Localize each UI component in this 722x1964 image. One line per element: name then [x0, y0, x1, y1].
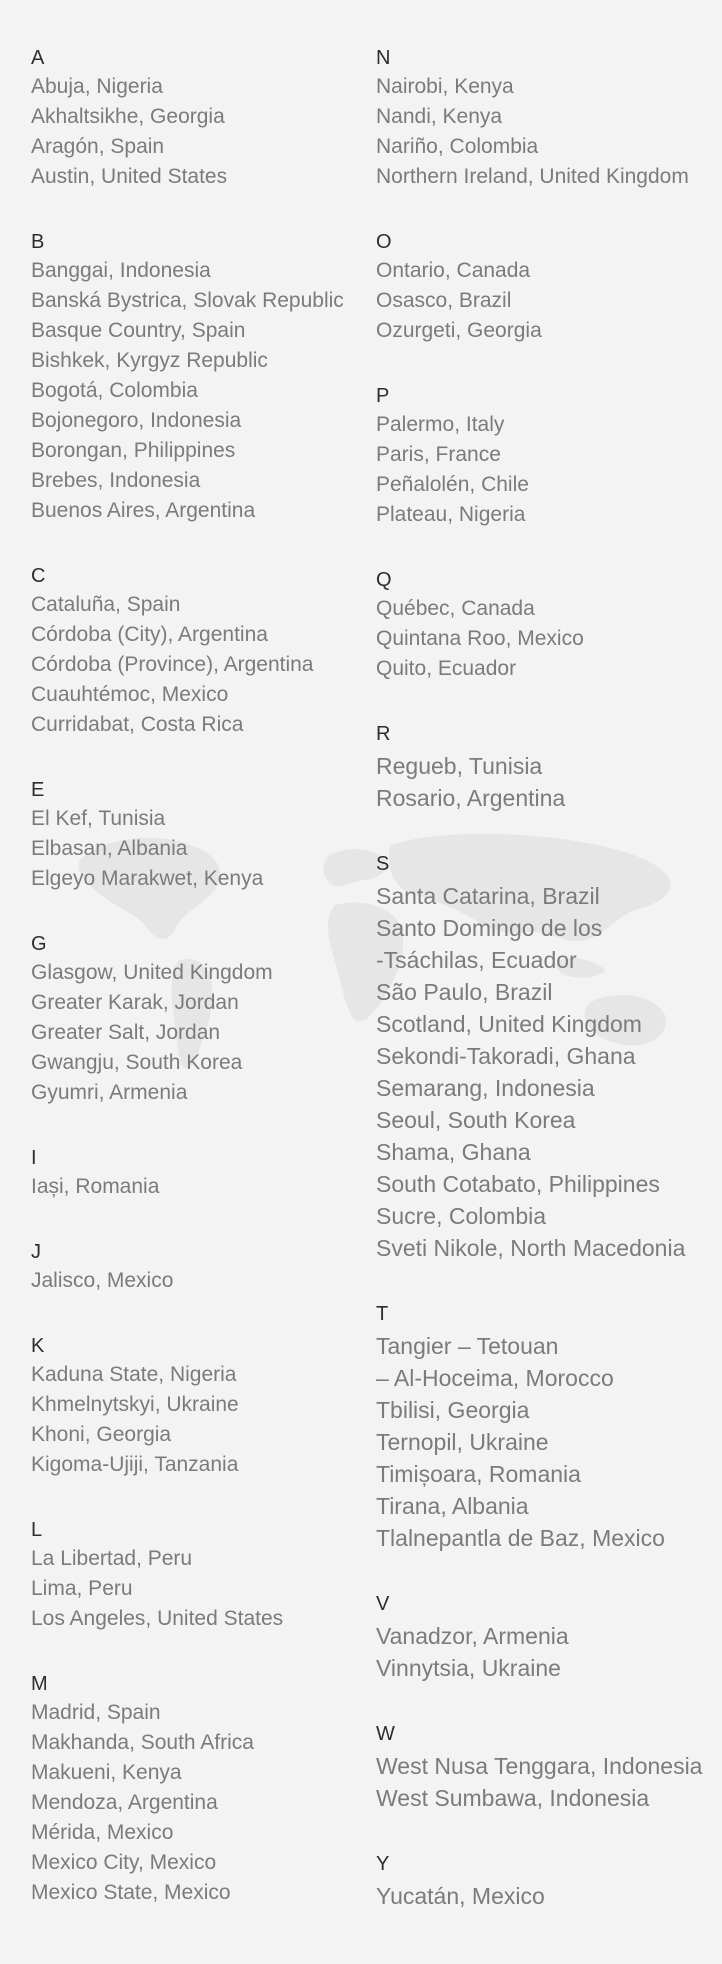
location-item: Osasco, Brazil: [376, 289, 512, 312]
location-item: Borongan, Philippines: [31, 439, 236, 462]
location-item: Ozurgeti, Georgia: [376, 319, 542, 342]
letter-heading: O: [376, 231, 392, 253]
letter-heading: E: [31, 779, 45, 801]
location-item: Nandi, Kenya: [376, 105, 503, 128]
location-item: Banggai, Indonesia: [31, 259, 211, 282]
location-item: Timișoara, Romania: [376, 1461, 581, 1487]
letter-group-g: [31, 930, 361, 1108]
location-item: Lima, Peru: [31, 1577, 133, 1600]
letter-heading: C: [31, 565, 46, 587]
location-item: Makueni, Kenya: [31, 1761, 182, 1784]
location-item: Kaduna State, Nigeria: [31, 1363, 237, 1386]
letter-group-l: [31, 1516, 361, 1634]
location-item: Quintana Roo, Mexico: [376, 627, 584, 650]
letter-group-v: [376, 1590, 716, 1684]
location-item: -Tsáchilas, Ecuador: [376, 947, 577, 973]
location-item: Ternopil, Ukraine: [376, 1429, 549, 1455]
location-item: Peñalolén, Chile: [376, 473, 529, 496]
location-item: Sucre, Colombia: [376, 1203, 547, 1229]
location-item: Sveti Nikole, North Macedonia: [376, 1235, 686, 1261]
location-item: Tbilisi, Georgia: [376, 1397, 530, 1423]
location-item: West Sumbawa, Indonesia: [376, 1785, 650, 1811]
letter-group-s: [376, 850, 716, 1264]
letter-group-m: [31, 1670, 361, 1908]
letter-heading: R: [376, 723, 391, 745]
location-item: Madrid, Spain: [31, 1701, 161, 1724]
location-item: Yucatán, Mexico: [376, 1883, 545, 1909]
location-item: Gyumri, Armenia: [31, 1081, 188, 1104]
letter-group-e: [31, 776, 361, 894]
location-item: Tangier – Tetouan: [376, 1333, 559, 1359]
location-item: Bojonegoro, Indonesia: [31, 409, 242, 432]
letter-heading: J: [31, 1241, 41, 1263]
location-item: Ontario, Canada: [376, 259, 531, 282]
letter-group-b: [31, 228, 361, 526]
letter-group-p: [376, 382, 716, 530]
location-item: Makhanda, South Africa: [31, 1731, 254, 1754]
location-item: Mexico City, Mexico: [31, 1851, 217, 1874]
location-item: Vinnytsia, Ukraine: [376, 1655, 561, 1681]
letter-heading: N: [376, 47, 391, 69]
letter-group-c: [31, 562, 361, 740]
location-item: Semarang, Indonesia: [376, 1075, 595, 1101]
location-item: Bishkek, Kyrgyz Republic: [31, 349, 268, 372]
left-column: [31, 44, 361, 1944]
location-item: Khoni, Georgia: [31, 1423, 172, 1446]
letter-group-n: [376, 44, 716, 192]
location-item: Córdoba (City), Argentina: [31, 623, 268, 646]
location-item: South Cotabato, Philippines: [376, 1171, 660, 1197]
location-item: Regueb, Tunisia: [376, 753, 543, 779]
letter-group-t: [376, 1300, 716, 1554]
location-item: Glasgow, United Kingdom: [31, 961, 273, 984]
location-item: Seoul, South Korea: [376, 1107, 576, 1133]
letter-group-r: [376, 720, 716, 814]
location-item: Tlalnepantla de Baz, Mexico: [376, 1525, 665, 1551]
location-item: Buenos Aires, Argentina: [31, 499, 256, 522]
location-item: Abuja, Nigeria: [31, 75, 163, 98]
location-item: Iași, Romania: [31, 1175, 160, 1198]
location-item: Córdoba (Province), Argentina: [31, 653, 314, 676]
letter-group-w: [376, 1720, 716, 1814]
location-item: Basque Country, Spain: [31, 319, 246, 342]
location-item: Palermo, Italy: [376, 413, 505, 436]
letter-heading: L: [31, 1519, 43, 1541]
location-item: Brebes, Indonesia: [31, 469, 201, 492]
letter-heading: T: [376, 1303, 389, 1325]
location-item: Mexico State, Mexico: [31, 1881, 231, 1904]
location-item: Elbasan, Albania: [31, 837, 188, 860]
location-item: Mérida, Mexico: [31, 1821, 174, 1844]
location-item: Sekondi-Takoradi, Ghana: [376, 1043, 636, 1069]
location-item: La Libertad, Peru: [31, 1547, 193, 1570]
location-item: Paris, France: [376, 443, 501, 466]
location-item: Banská Bystrica, Slovak Republic: [31, 289, 344, 312]
location-item: Bogotá, Colombia: [31, 379, 198, 402]
letter-heading: Y: [376, 1853, 390, 1875]
location-item: Quito, Ecuador: [376, 657, 517, 680]
letter-heading: G: [31, 933, 47, 955]
location-item: Tirana, Albania: [376, 1493, 529, 1519]
letter-group-j: [31, 1238, 361, 1296]
location-item: Austin, United States: [31, 165, 228, 188]
letter-heading: K: [31, 1335, 45, 1357]
letter-heading: S: [376, 853, 390, 875]
location-item: Santa Catarina, Brazil: [376, 883, 600, 909]
location-item: Gwangju, South Korea: [31, 1051, 243, 1074]
location-item: Plateau, Nigeria: [376, 503, 526, 526]
letter-group-y: [376, 1850, 716, 1912]
location-item: Vanadzor, Armenia: [376, 1623, 569, 1649]
letter-group-k: [31, 1332, 361, 1480]
letter-heading: Q: [376, 569, 392, 591]
location-item: Greater Salt, Jordan: [31, 1021, 221, 1044]
letter-heading: M: [31, 1673, 48, 1695]
location-item: Los Angeles, United States: [31, 1607, 284, 1630]
location-item: Northern Ireland, United Kingdom: [376, 165, 689, 188]
location-item: Santo Domingo de los: [376, 915, 603, 941]
location-item: Khmelnytskyi, Ukraine: [31, 1393, 239, 1416]
location-item: Aragón, Spain: [31, 135, 165, 158]
location-item: Greater Karak, Jordan: [31, 991, 239, 1014]
letter-group-q: [376, 566, 716, 684]
letter-heading: I: [31, 1147, 37, 1169]
letter-group-o: [376, 228, 716, 346]
letter-heading: W: [376, 1723, 395, 1745]
location-item: Québec, Canada: [376, 597, 535, 620]
location-item: Cataluña, Spain: [31, 593, 181, 616]
location-item: West Nusa Tenggara, Indonesia: [376, 1753, 703, 1779]
location-item: Curridabat, Costa Rica: [31, 713, 244, 736]
letter-heading: P: [376, 385, 390, 407]
location-item: Mendoza, Argentina: [31, 1791, 218, 1814]
letter-heading: B: [31, 231, 45, 253]
location-item: El Kef, Tunisia: [31, 807, 166, 830]
location-item: Kigoma-Ujiji, Tanzania: [31, 1453, 239, 1476]
location-item: São Paulo, Brazil: [376, 979, 553, 1005]
letter-group-i: [31, 1144, 361, 1202]
location-item: – Al-Hoceima, Morocco: [376, 1365, 614, 1391]
location-item: Akhaltsikhe, Georgia: [31, 105, 225, 128]
letter-heading: A: [31, 47, 45, 69]
location-item: Nairobi, Kenya: [376, 75, 514, 98]
location-item: Scotland, United Kingdom: [376, 1011, 642, 1037]
location-item: Nariño, Colombia: [376, 135, 539, 158]
letter-heading: V: [376, 1593, 390, 1615]
right-column: [376, 44, 716, 1948]
location-item: Elgeyo Marakwet, Kenya: [31, 867, 264, 890]
location-item: Rosario, Argentina: [376, 785, 566, 811]
letter-group-a: [31, 44, 361, 192]
location-item: Shama, Ghana: [376, 1139, 531, 1165]
location-item: Cuauhtémoc, Mexico: [31, 683, 229, 706]
location-item: Jalisco, Mexico: [31, 1269, 174, 1292]
